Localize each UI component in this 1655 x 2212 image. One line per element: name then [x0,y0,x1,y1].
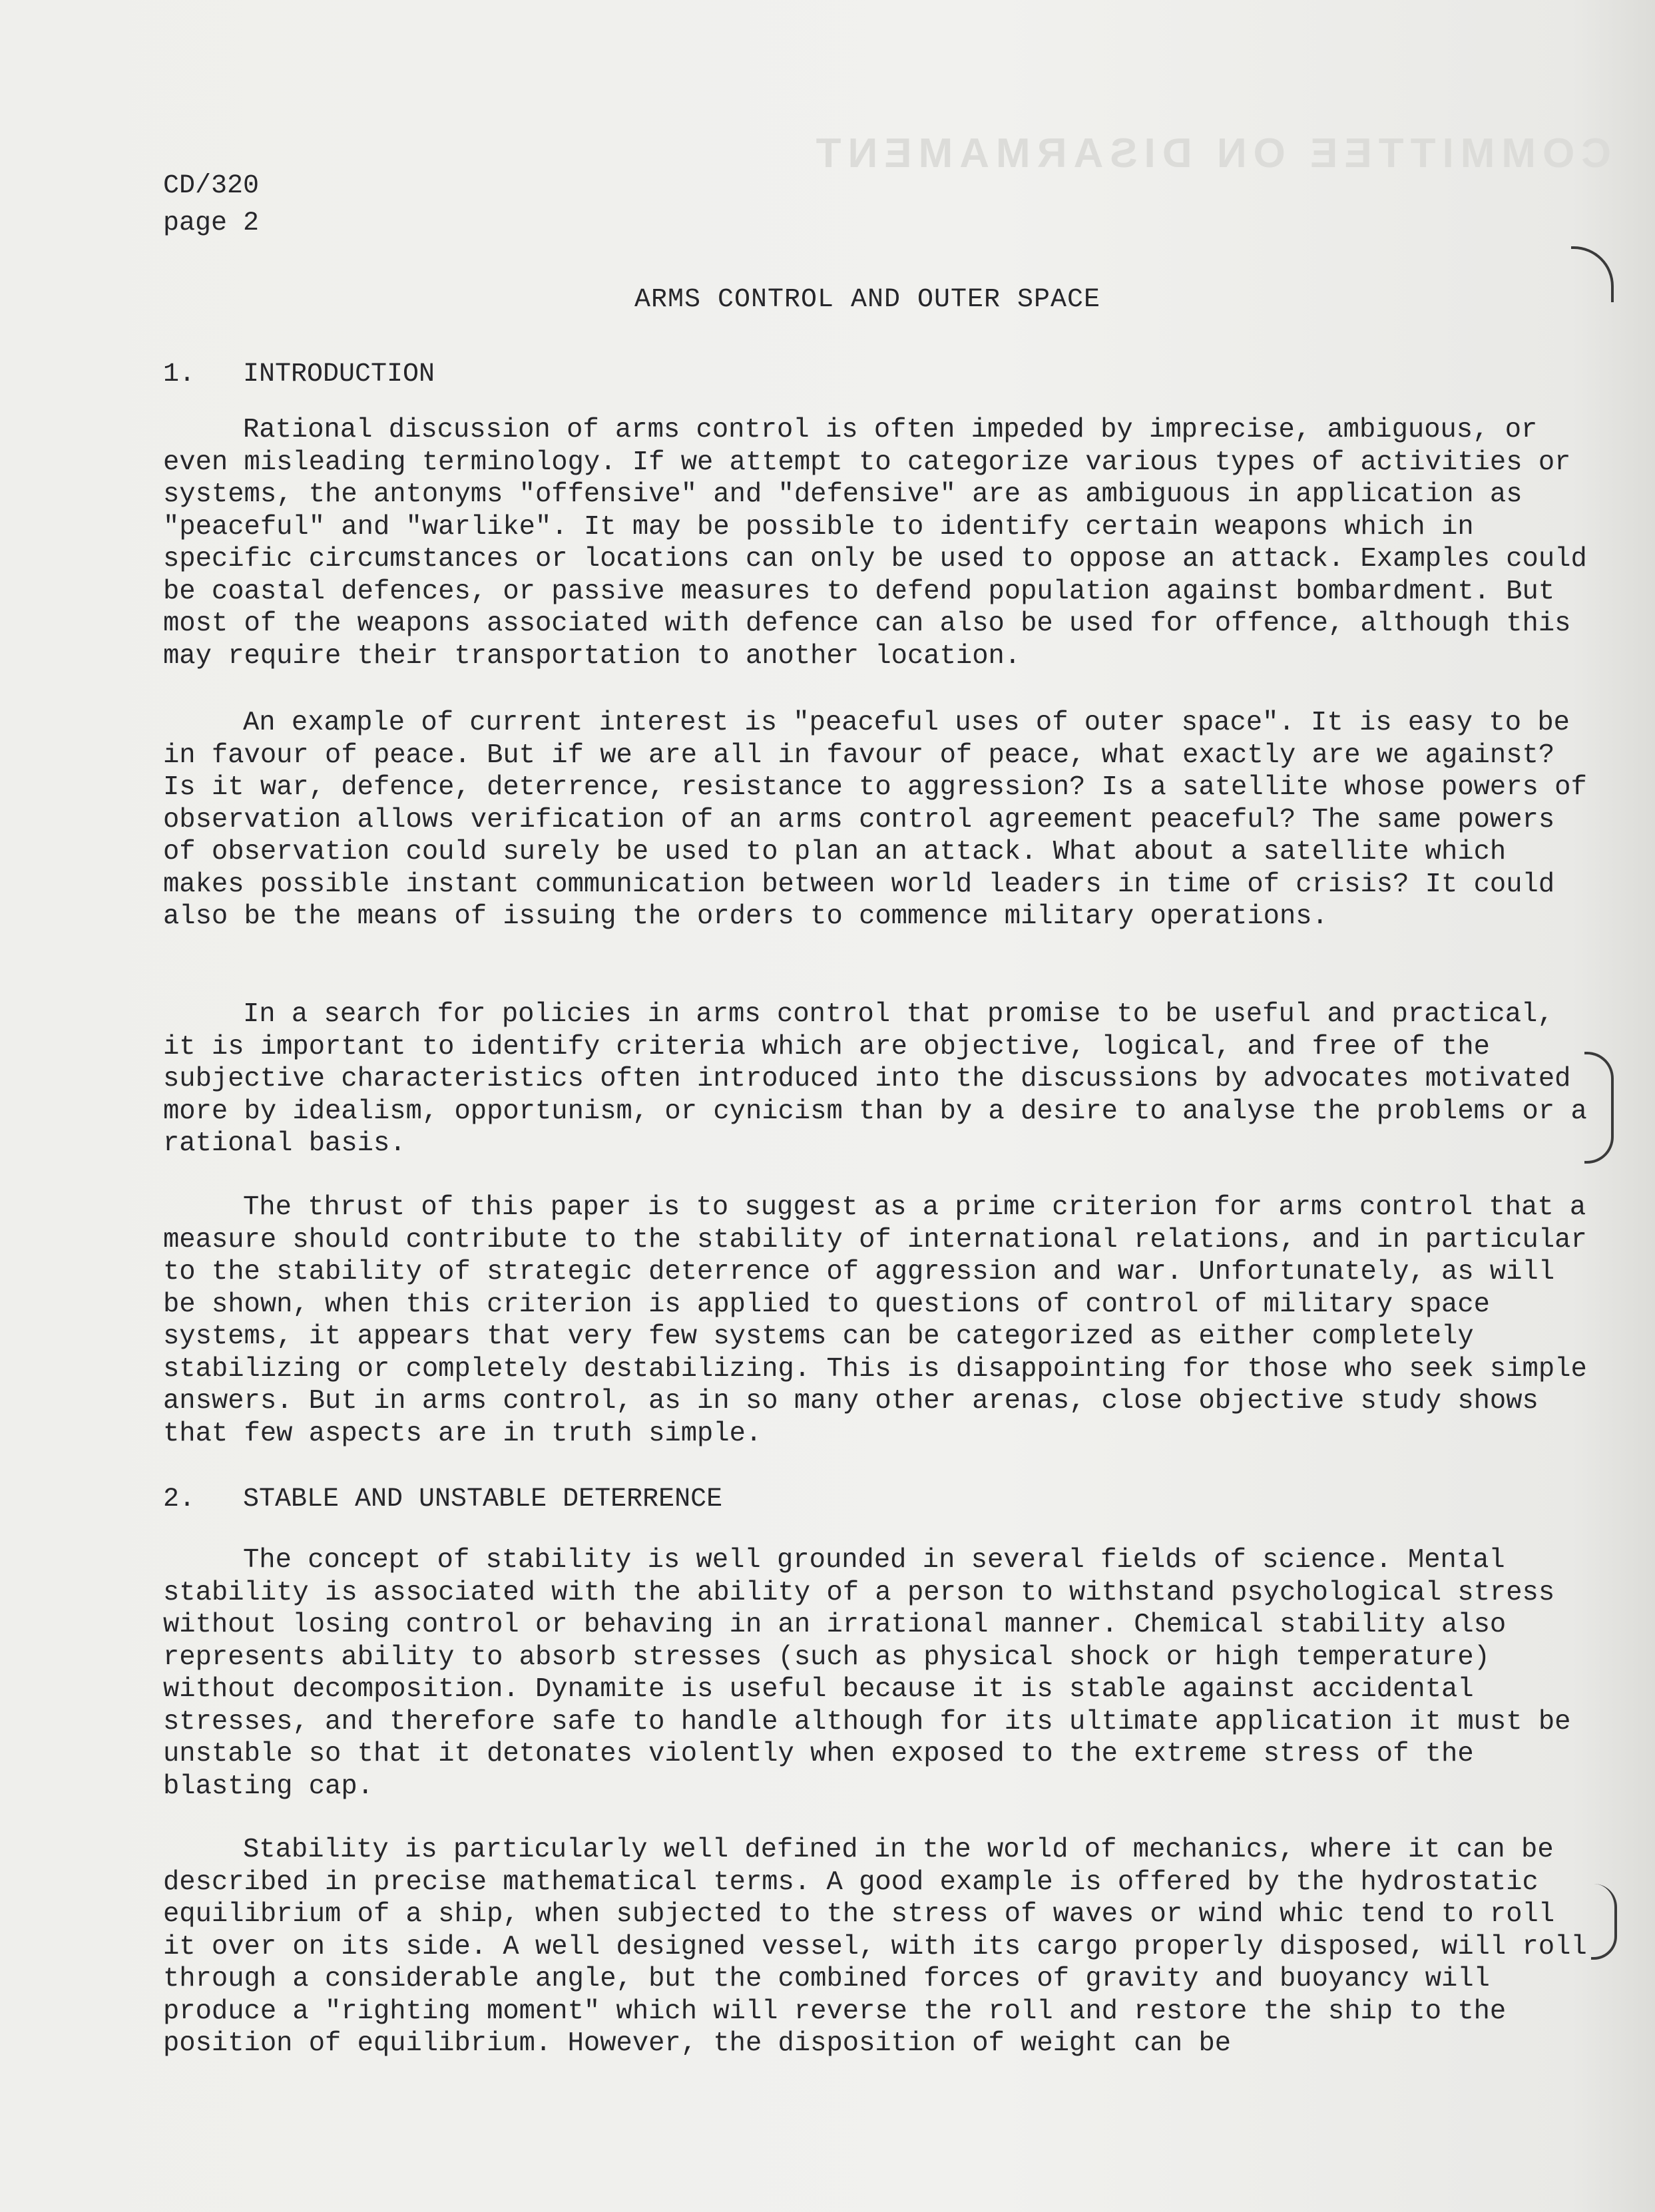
document-reference: CD/320 [163,171,260,201]
section-number: 1. [163,359,196,389]
margin-bracket-mark [1591,1884,1617,1960]
section-heading-introduction [163,359,435,389]
paragraph: An example of current interest is "peaceful uses of outer space". It is easy to be in favour of peace. But if we are all in favour of peace, what exactly are we against? Is it war, defence, deterrence, resistance to aggression? Is a satellite whose powers of observation allows verification of an arms control agreement peaceful? The same powers of observation could surely be used to plan an attack. What about a satellite which makes possible instant communication between world leaders in time of crisis? It could also be the means of issuing the orders to commence military operations. [163,708,1587,932]
paragraph: The concept of stability is well grounded in several fields of science. Mental stability is associated with the ability of a person to withstand psychological stress without losing control or behaving in an irrational manner. Chemical stability also represents ability to absorb stresses (such as physical shock or high temperature) without decomposition. Dynamite is useful because it is stable against accidental stresses, and therefore safe to handle although for its ultimate application it must be unstable so that it detonates violently when exposed to the extreme stress of the blasting cap. [163,1545,1571,1802]
paragraph: The thrust of this paper is to suggest as a prime criterion for arms control that a measure should contribute to the stability of international relations, and in particular to the stability of strategic deterrence of aggression and war. Unfortunately, as will be shown, when this criterion is applied to questions of control of military space systems, it appears that very few systems can be categorized as either completely stabilizing or completely destabilizing. This is disappointing for those who seek simple answers. But in arms control, as in so many other arenas, close objective study shows that few aspects are in truth simple. [163,1192,1587,1449]
section-title: STABLE AND UNSTABLE DETERRENCE [243,1484,723,1514]
section-number: 2. [163,1484,196,1514]
bleed-through-heading: COMMITTEE ON DISARMAMENT [809,130,1611,176]
margin-bracket-mark [1584,1052,1614,1164]
margin-bracket-mark [1571,246,1614,302]
paragraph: Rational discussion of arms control is often impeded by imprecise, ambiguous, or even misleading terminology. If we attempt to categorize various types of activities or systems, the antonyms "offensive" and "defensive" are as ambiguous in application as "peaceful" and "warlike". It may be possible to identify certain weapons which in specific circumstances or locations can only be used to oppose an attack. Examples could be coastal defences, or passive measures to defend population against bombardment. But most of the weapons associated with defence can also be used for offence, although this may require their transportation to another location. [163,415,1587,672]
page-header [163,168,259,242]
paragraph: In a search for policies in arms control that promise to be useful and practical, it is important to identify criteria which are objective, logical, and free of the subjective characteristics often introduced into the discussions by advocates motivated more by idealism, opportunism, or cynicism than by a desire to analyse the problems or a rational basis. [163,999,1587,1159]
section-title: INTRODUCTION [243,359,435,389]
paragraph: Stability is particularly well defined in the world of mechanics, where it can be described in precise mathematical terms. A good example is offered by the hydrostatic equilibrium of a ship, when subjected to the stress of waves or wind whic tend to roll it over on its side. A well designed vessel, with its cargo properly disposed, will roll through a considerable angle, but the combined forces of gravity and buoyancy will produce a "righting moment" which will reverse the roll and restore the ship to the position of equilibrium. However, the disposition of weight can be [163,1835,1587,2059]
document-title: ARMS CONTROL AND OUTER SPACE [634,285,1101,315]
section-heading-stable-deterrence [163,1484,722,1514]
page-number: page 2 [163,208,260,238]
